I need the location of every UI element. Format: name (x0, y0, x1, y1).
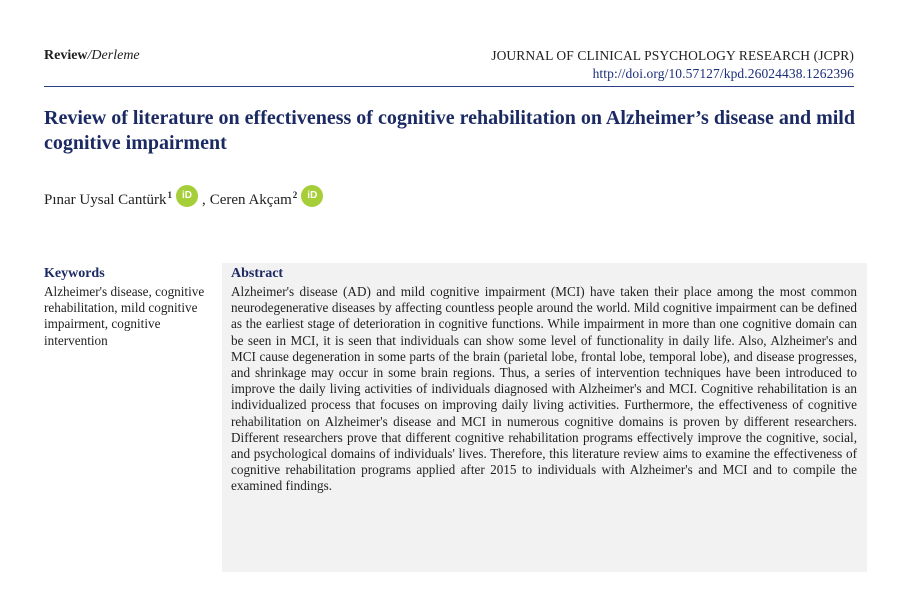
author-list (44, 189, 323, 211)
article-title: Review of literature on effectiveness of cognitive rehabilitation on Alzheimer’s disease and mild cognitive impairment (44, 107, 855, 154)
author-name: Ceren Akçam (209, 191, 292, 208)
orcid-icon[interactable]: iD (301, 185, 323, 207)
abstract-heading: Abstract (231, 266, 284, 281)
journal-header (491, 47, 854, 83)
journal-name: JOURNAL OF CLINICAL PSYCHOLOGY RESEARCH (JCPR) (491, 48, 854, 63)
keywords-heading: Keywords (44, 266, 105, 281)
author-name: Pınar Uysal Cantürk (44, 191, 167, 208)
abstract-text: Alzheimer's disease (AD) and mild cognitive impairment (MCI) have taken their place among the most common neurodegenerative diseases by affecting countless people around the world. Mild cognitive impairment can be defined as the earliest stage of deterioration in cognitive functions. While impairment in more than one cognitive domain can be seen in MCI, it is seen that individuals can show some level of functionality in daily life. Also, Alzheimer's and MCI cause degeneration in some parts of the brain (parietal lobe, frontal lobe, temporal lobe), and disease progresses, and shrinkage may occur in some brain regions. Thus, a series of intervention techniques have been introduced to improve the daily living activities of individuals diagnosed with Alzheimer's and MCI. Cognitive rehabilitation is an individualized process that focuses on improving daily living activities. Furthermore, the effectiveness of cognitive rehabilitation on Alzheimer's disease and MCI in numerous cognitive domains is proven by different researchers. Different researchers prove that different cognitive rehabilitation programs effectively improve the cognitive, social, and psychological domains of individuals' lives. Therefore, this literature review aims to examine the effectiveness of cognitive rehabilitation programs applied after 2015 to individuals with Alzheimer's and MCI and to compile the examined findings. (231, 284, 857, 494)
author-affiliation: 1 (167, 190, 172, 200)
keywords-text: Alzheimer's disease, cognitive rehabilitation, mild cognitive impairment, cognitive intervention (44, 284, 205, 348)
article-type-english: Review (44, 48, 88, 63)
article-type-turkish: /Derleme (87, 48, 140, 63)
doi-link[interactable]: http://doi.org/10.57127/kpd.26024438.1262396 (592, 66, 854, 81)
orcid-icon[interactable]: iD (176, 185, 198, 207)
header-divider (44, 86, 854, 87)
article-type (44, 48, 140, 64)
author-separator: , (201, 191, 206, 208)
author-affiliation: 2 (292, 190, 298, 200)
